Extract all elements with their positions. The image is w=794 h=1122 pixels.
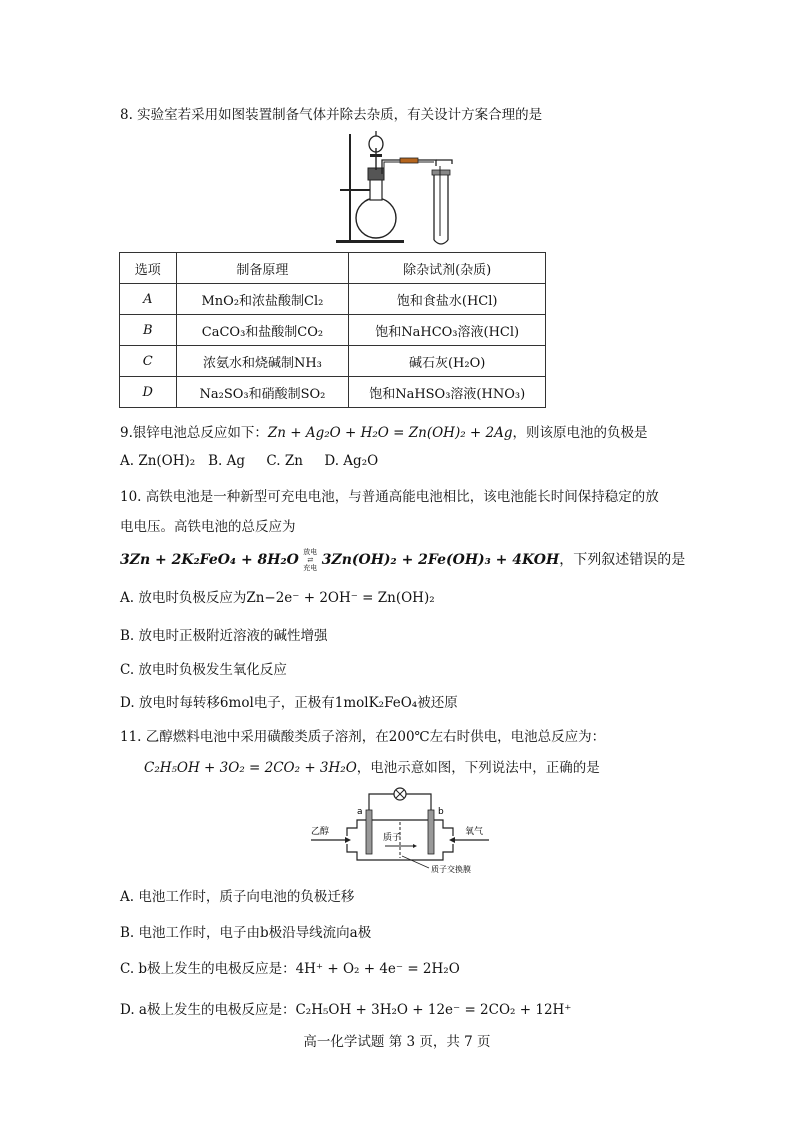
row-option: B xyxy=(120,315,177,346)
row-reagent: 饱和NaHSO₃溶液(HNO₃) xyxy=(349,377,546,408)
q11-equation: C₂H₅OH + 3O₂ = 2CO₂ + 3H₂O xyxy=(144,760,357,776)
q10-eq-right: 3Zn(OH)₂ + 2Fe(OH)₃ + 4KOH xyxy=(321,552,560,568)
row-option: C xyxy=(120,346,177,377)
row-principle: Na₂SO₃和硝酸制SO₂ xyxy=(176,377,349,408)
q11-option-a: A. 电池工作时，质子向电池的负极迁移 xyxy=(120,889,355,905)
q9-equation: Zn + Ag₂O + H₂O = Zn(OH)₂ + 2Ag xyxy=(267,425,513,441)
table-row xyxy=(120,377,546,408)
q9-stem-pre: 9.银锌电池总反应如下： xyxy=(120,425,268,441)
q10-option-c: C. 放电时负极发生氧化反应 xyxy=(120,662,287,678)
table-row xyxy=(120,315,546,346)
row-reagent: 饱和食盐水(HCl) xyxy=(349,284,546,315)
row-principle: MnO₂和浓盐酸制Cl₂ xyxy=(176,284,349,315)
row-reagent: 饱和NaHCO₃溶液(HCl) xyxy=(349,315,546,346)
q11-stem-tail: ，电池示意如图，下列说法中，正确的是 xyxy=(356,760,600,776)
ethanol-label: 乙醇 xyxy=(311,827,330,837)
row-option: D xyxy=(120,377,177,408)
row-reagent: 碱石灰(H₂O) xyxy=(349,346,546,377)
page-footer: 高一化学试题 第 3 页，共 7 页 xyxy=(303,1034,491,1050)
table-row xyxy=(120,284,546,315)
header-reagent: 除杂试剂(杂质) xyxy=(349,253,546,284)
q11-stem-line1: 11. 乙醇燃料电池中采用磺酸类质子溶剂，在200℃左右时供电，电池总反应为： xyxy=(120,729,606,745)
q10-eq-arrow: 放电 ⇄ 充电 xyxy=(303,548,318,572)
q10-eq-tail: ，下列叙述错误的是 xyxy=(559,552,686,568)
q10-option-a: A. 放电时负极反应为Zn−2e⁻ + 2OH⁻ = Zn(OH)₂ xyxy=(120,590,435,606)
arrow-bottom-label: 充电 xyxy=(303,564,318,572)
q9-options: A. Zn(OH)₂ B. Ag C. Zn D. Ag₂O xyxy=(120,453,379,469)
gas-apparatus-figure xyxy=(326,128,476,250)
q9-stem-post: ，则该原电池的负极是 xyxy=(512,425,648,441)
arrow-top-label: 放电 xyxy=(303,548,318,556)
electrode-b-label: b xyxy=(438,807,444,817)
table-row xyxy=(120,346,546,377)
q8-stem: 8. 实验室若采用如图装置制备气体并除去杂质，有关设计方案合理的是 xyxy=(120,107,543,123)
q8-options-table xyxy=(119,252,546,408)
row-option: A xyxy=(120,284,177,315)
header-principle: 制备原理 xyxy=(176,253,349,284)
row-principle: 浓氨水和烧碱制NH₃ xyxy=(176,346,349,377)
q11-option-d: D. a极上发生的电极反应是：C₂H₅OH + 3H₂O + 12e⁻ = 2CO₂ + 12H⁺ xyxy=(120,1002,572,1018)
q10-stem-line1: 10. 高铁电池是一种新型可充电电池，与普通高能电池相比，该电池能长时间保持稳定的放 xyxy=(120,489,659,505)
q10-option-d: D. 放电时每转移6mol电子，正极有1molK₂FeO₄被还原 xyxy=(120,695,458,711)
electrode-a-label: a xyxy=(357,807,363,817)
q11-option-c: C. b极上发生的电极反应是：4H⁺ + O₂ + 4e⁻ = 2H₂O xyxy=(120,961,460,977)
q9-stem xyxy=(120,421,648,441)
q10-option-b: B. 放电时正极附近溶液的碱性增强 xyxy=(120,628,328,644)
header-option: 选项 xyxy=(120,253,177,284)
row-principle: CaCO₃和盐酸制CO₂ xyxy=(176,315,349,346)
oxygen-label: 氧气 xyxy=(465,827,484,837)
q11-stem-line2 xyxy=(144,756,600,776)
q10-eq-left: 3Zn + 2K₂FeO₄ + 8H₂O xyxy=(120,552,299,568)
table-header-row xyxy=(120,253,546,284)
q11-option-b: B. 电池工作时，电子由b极沿导线流向a极 xyxy=(120,925,372,941)
proton-label: 质子 xyxy=(383,833,402,843)
fuel-cell-figure xyxy=(305,782,491,874)
q10-equation xyxy=(120,548,685,572)
membrane-label: 质子交换膜 xyxy=(431,865,471,874)
q10-stem-line2: 电电压。高铁电池的总反应为 xyxy=(120,519,296,535)
